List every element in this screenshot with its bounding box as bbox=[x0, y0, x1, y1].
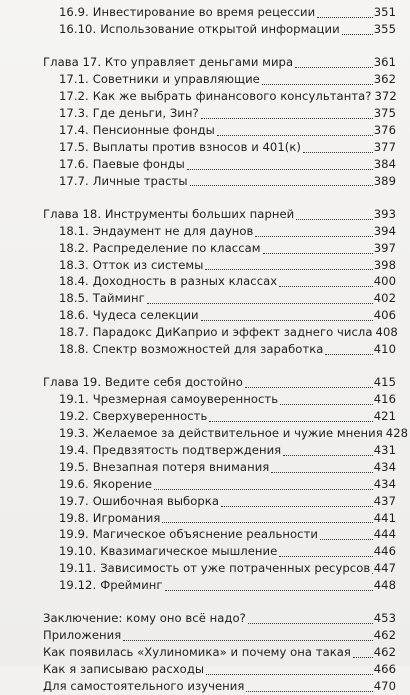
entry-page: 393 bbox=[373, 206, 396, 221]
dot-leader bbox=[279, 555, 372, 557]
toc-entry[interactable] bbox=[43, 88, 396, 105]
entry-title: Личные трасты bbox=[92, 173, 188, 188]
toc-entry[interactable] bbox=[43, 324, 396, 341]
toc-entry[interactable] bbox=[43, 273, 396, 290]
dot-leader bbox=[201, 319, 373, 321]
toc-entry[interactable] bbox=[43, 257, 396, 274]
entry-page: 434 bbox=[373, 476, 396, 491]
toc-heading[interactable] bbox=[43, 644, 396, 661]
entry-page: 384 bbox=[373, 156, 396, 171]
entry-number: 17.3. bbox=[59, 105, 89, 120]
entry-title: Распределение по классам bbox=[92, 240, 261, 255]
dot-leader bbox=[245, 386, 373, 388]
dot-leader bbox=[342, 33, 373, 35]
dot-leader bbox=[303, 151, 373, 153]
entry-page: 351 bbox=[373, 4, 396, 19]
entry-number: 19.6. bbox=[59, 476, 89, 491]
entry-page: 416 bbox=[373, 392, 396, 407]
toc-entry[interactable] bbox=[43, 459, 396, 476]
toc-entry[interactable] bbox=[43, 4, 396, 21]
entry-page: 377 bbox=[373, 139, 396, 154]
dot-leader bbox=[325, 353, 372, 355]
entry-number: 19.9. bbox=[59, 527, 89, 542]
entry-title: Как же выбрать финансового консультанта? bbox=[92, 89, 372, 104]
entry-title: Сверхуверенность bbox=[92, 409, 208, 424]
dot-leader bbox=[295, 66, 373, 68]
entry-title: Парадокс ДиКаприо и эффект заднего числа bbox=[92, 325, 373, 340]
entry-title: Ошибочная выборка bbox=[92, 493, 220, 508]
entry-page: 372 bbox=[374, 89, 397, 104]
dot-leader bbox=[283, 454, 373, 456]
entry-page: 397 bbox=[373, 240, 396, 255]
entry-title: Глава 17. Кто управляет деньгами мира bbox=[43, 55, 294, 70]
entry-page: 448 bbox=[373, 578, 396, 593]
dot-leader bbox=[190, 184, 373, 186]
entry-title: Якорение bbox=[92, 476, 153, 491]
toc-entry[interactable] bbox=[43, 223, 396, 240]
dot-leader bbox=[221, 505, 373, 507]
entry-title: Советники и управляющие bbox=[92, 72, 260, 87]
dot-leader bbox=[246, 690, 372, 692]
dot-leader bbox=[271, 471, 372, 473]
entry-number: 19.2. bbox=[59, 409, 89, 424]
toc-heading[interactable] bbox=[43, 678, 396, 695]
entry-number: 19.1. bbox=[59, 392, 89, 407]
dot-leader bbox=[353, 656, 373, 658]
dot-leader bbox=[317, 16, 372, 18]
toc-entry[interactable] bbox=[43, 391, 396, 408]
entry-title: Чрезмерная самоуверенность bbox=[92, 392, 279, 407]
entry-page: 361 bbox=[373, 55, 396, 70]
entry-page: 402 bbox=[373, 291, 396, 306]
entry-page: 470 bbox=[373, 679, 396, 694]
entry-number: 18.1. bbox=[59, 223, 89, 238]
toc-entry[interactable] bbox=[43, 493, 396, 510]
entry-number: 18.2. bbox=[59, 240, 89, 255]
entry-title: Предвзятость подтверждения bbox=[92, 442, 282, 457]
dot-leader bbox=[154, 488, 373, 490]
toc-entry[interactable] bbox=[43, 341, 396, 358]
entry-page: 437 bbox=[373, 493, 396, 508]
entry-page: 400 bbox=[373, 274, 396, 289]
toc-entry[interactable] bbox=[43, 71, 396, 88]
entry-title: Глава 18. Инструменты больших парней bbox=[43, 206, 295, 221]
entry-page: 376 bbox=[373, 122, 396, 137]
dot-leader bbox=[123, 639, 372, 641]
entry-number: 18.5. bbox=[59, 291, 89, 306]
entry-title: Где деньги, Зин? bbox=[92, 105, 199, 120]
entry-page: 415 bbox=[373, 375, 396, 390]
dot-leader bbox=[209, 420, 372, 422]
entry-title: Паевые фонды bbox=[92, 156, 185, 171]
dot-leader bbox=[255, 235, 372, 237]
entry-title: Игромания bbox=[92, 510, 161, 525]
entry-title: Глава 19. Ведите себя достойно bbox=[43, 375, 243, 390]
entry-number: 19.5. bbox=[59, 459, 89, 474]
entry-number: 17.6. bbox=[59, 156, 89, 171]
dot-leader bbox=[206, 673, 373, 675]
section-gap bbox=[43, 358, 396, 375]
entry-page: 444 bbox=[373, 527, 396, 542]
entry-title: Внезапная потеря внимания bbox=[92, 459, 270, 474]
entry-title: Доходность в разных классах bbox=[92, 274, 278, 289]
entry-title: Выплаты против взносов и 401(к) bbox=[92, 139, 301, 154]
entry-number: 17.5. bbox=[59, 139, 89, 154]
dot-leader bbox=[279, 285, 373, 287]
toc-entry[interactable] bbox=[43, 476, 396, 493]
entry-title: Магическое объяснение реальности bbox=[92, 527, 318, 542]
dot-leader bbox=[372, 572, 373, 574]
toc-heading[interactable] bbox=[43, 611, 396, 628]
entry-title: Как появилась «Хулиномика» и почему она такая bbox=[43, 645, 351, 660]
entry-number: 17.4. bbox=[59, 122, 89, 137]
toc-entry[interactable] bbox=[43, 560, 396, 577]
entry-page: 434 bbox=[373, 459, 396, 474]
entry-number: 16.9. bbox=[59, 4, 89, 19]
toc-entry[interactable] bbox=[43, 139, 396, 156]
entry-number: 19.8. bbox=[59, 510, 89, 525]
dot-leader bbox=[162, 521, 372, 523]
dot-leader bbox=[263, 252, 373, 254]
dot-leader bbox=[280, 403, 373, 405]
toc-entry[interactable] bbox=[43, 526, 396, 543]
entry-number: 18.8. bbox=[59, 342, 89, 357]
toc-entry[interactable] bbox=[43, 240, 396, 257]
toc-heading[interactable] bbox=[43, 54, 396, 71]
entry-title: Заключение: кому оно всё надо? bbox=[43, 611, 246, 626]
dot-leader bbox=[205, 268, 372, 270]
entry-number: 19.11. bbox=[59, 561, 97, 576]
entry-page: 453 bbox=[373, 611, 396, 626]
toc-heading[interactable] bbox=[43, 627, 396, 644]
entry-page: 406 bbox=[373, 308, 396, 323]
entry-number: 18.7. bbox=[59, 325, 89, 340]
entry-number: 19.3. bbox=[59, 426, 89, 441]
entry-number: 18.6. bbox=[59, 308, 89, 323]
dot-leader bbox=[201, 117, 373, 119]
entry-title: Отток из системы bbox=[92, 257, 204, 272]
entry-title: Как я записываю расходы bbox=[43, 662, 205, 677]
dot-leader bbox=[296, 218, 372, 220]
entry-number: 18.4. bbox=[59, 274, 89, 289]
entry-number: 16.10. bbox=[59, 21, 97, 36]
entry-title: Инвестирование во время рецессии bbox=[92, 4, 316, 19]
entry-page: 441 bbox=[373, 510, 396, 525]
toc-heading[interactable] bbox=[43, 661, 396, 678]
toc-entry[interactable] bbox=[43, 577, 396, 594]
entry-number: 17.7. bbox=[59, 173, 89, 188]
entry-title: Спектр возможностей для заработка bbox=[92, 342, 324, 357]
table-of-contents bbox=[43, 4, 409, 695]
entry-title: Тайминг bbox=[92, 291, 145, 306]
dot-leader bbox=[262, 83, 373, 85]
entry-number: 19.4. bbox=[59, 442, 89, 457]
entry-page: 462 bbox=[373, 628, 396, 643]
entry-page: 410 bbox=[373, 342, 396, 357]
dot-leader bbox=[217, 134, 373, 136]
toc-entry[interactable] bbox=[43, 21, 396, 38]
entry-page: 375 bbox=[373, 105, 396, 120]
section-gap bbox=[43, 189, 396, 206]
toc-entry[interactable] bbox=[43, 425, 409, 442]
toc-heading[interactable] bbox=[43, 374, 396, 391]
entry-page: 362 bbox=[373, 72, 396, 87]
toc-heading[interactable] bbox=[43, 206, 396, 223]
entry-page: 355 bbox=[373, 21, 396, 36]
entry-title: Чудеса селекции bbox=[92, 308, 199, 323]
entry-page: 466 bbox=[373, 662, 396, 677]
entry-title: Использование открытой информации bbox=[100, 21, 340, 36]
toc-entry[interactable] bbox=[43, 408, 396, 425]
entry-page: 431 bbox=[373, 442, 396, 457]
entry-page: 408 bbox=[375, 325, 398, 340]
entry-number: 18.3. bbox=[59, 257, 89, 272]
dot-leader bbox=[147, 302, 373, 304]
entry-number: 19.7. bbox=[59, 493, 89, 508]
entry-page: 462 bbox=[373, 645, 396, 660]
entry-title: Зависимость от уже потраченных ресурсов bbox=[100, 561, 371, 576]
entry-number: 19.12. bbox=[59, 578, 97, 593]
toc-entry[interactable] bbox=[43, 290, 396, 307]
toc-entry[interactable] bbox=[43, 122, 396, 139]
entry-page: 428 bbox=[385, 426, 409, 441]
entry-title: Желаемое за действительное и чужие мнения bbox=[92, 426, 383, 441]
dot-leader bbox=[165, 589, 373, 591]
toc-entry[interactable] bbox=[43, 105, 396, 122]
entry-number: 19.10. bbox=[59, 544, 97, 559]
entry-page: 398 bbox=[373, 257, 396, 272]
toc-entry[interactable] bbox=[43, 442, 396, 459]
entry-title: Эндаумент не для даунов bbox=[92, 223, 254, 238]
entry-title: Квазимагическое мышление bbox=[100, 544, 278, 559]
entry-title: Для самостоятельного изучения bbox=[43, 679, 245, 694]
toc-entry[interactable] bbox=[43, 543, 396, 560]
toc-entry[interactable] bbox=[43, 156, 396, 173]
toc-entry[interactable] bbox=[43, 307, 396, 324]
dot-leader bbox=[248, 622, 373, 624]
section-gap bbox=[43, 38, 396, 55]
entry-page: 421 bbox=[373, 409, 396, 424]
entry-page: 447 bbox=[373, 561, 396, 576]
entry-number: 17.1. bbox=[59, 72, 89, 87]
entry-title: Пенсионные фонды bbox=[92, 122, 215, 137]
entry-page: 394 bbox=[373, 223, 396, 238]
entry-title: Приложения bbox=[43, 628, 122, 643]
toc-entry[interactable] bbox=[43, 510, 396, 527]
entry-number: 17.2. bbox=[59, 89, 89, 104]
entry-page: 446 bbox=[373, 544, 396, 559]
toc-entry[interactable] bbox=[43, 173, 396, 190]
section-gap bbox=[43, 594, 396, 611]
entry-title: Фрейминг bbox=[100, 578, 163, 593]
dot-leader bbox=[187, 168, 373, 170]
entry-page: 389 bbox=[373, 173, 396, 188]
dot-leader bbox=[320, 538, 373, 540]
